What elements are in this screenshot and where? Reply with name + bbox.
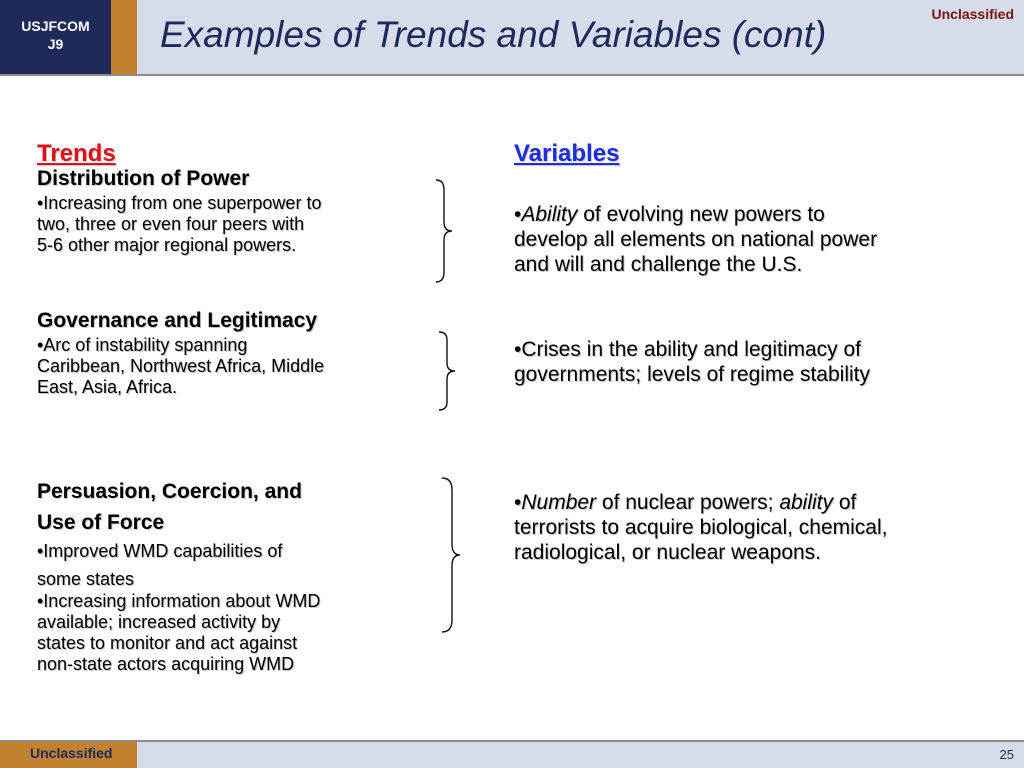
bullet: • [514,203,522,226]
trend-text-line: East, Asia, Africa. [37,377,178,397]
org-division: J9 [47,36,64,52]
header-accent-bar [111,0,137,75]
right-brace-icon [430,178,460,284]
slide-footer [0,742,1024,768]
trend-text-line: Caribbean, Northwest Africa, Middle [37,356,325,376]
slide-header [0,0,1024,75]
org-logo-block [0,0,111,75]
classification-top: Unclassified [931,6,1014,22]
section-title-governance: Governance and Legitimacy [37,309,318,332]
trend-text-line: states to monitor and act against [37,633,298,653]
variables-heading: Variables [514,140,620,167]
variable-text-line: governments; levels of regime stability [514,363,870,386]
trend-text-line: 5-6 other major regional powers. [37,235,297,255]
classification-bottom: Unclassified [30,745,113,761]
emphasis-text: Ability [521,203,578,226]
trend-text-line: some states [37,569,135,589]
emphasis-text: ability [779,491,834,514]
trend-text-line: •Increasing information about WMD [37,591,321,611]
variable-text: of [833,491,857,514]
trend-text-line: •Improved WMD capabilities of [37,541,283,561]
right-brace-icon [433,330,463,412]
variable-text-line: and will and challenge the U.S. [514,253,803,276]
variable-text-line: terrorists to acquire biological, chemical, [514,516,888,539]
trend-text-line: two, three or even four peers with [37,214,305,234]
section-title-persuasion: Persuasion, Coercion, and [37,480,302,503]
variable-text-line: radiological, or nuclear weapons. [514,541,822,564]
variable-text-line: develop all elements on national power [514,228,878,251]
trend-text-line: available; increased activity by [37,612,281,632]
trend-text-line: •Arc of instability spanning [37,335,248,355]
org-name: USJFCOM [21,18,90,34]
trend-text-line: •Increasing from one superpower to [37,193,322,213]
emphasis-text: Number [521,491,597,514]
variable-text-line [514,490,856,515]
variable-text: of evolving new powers to [577,203,825,226]
page-number: 25 [999,747,1014,762]
variable-text-line: •Crises in the ability and legitimacy of [514,338,862,361]
section-title-persuasion-cont: Use of Force [37,511,165,534]
trend-text-line: non-state actors acquiring WMD [37,654,295,674]
section-title-distribution-of-power: Distribution of Power [37,167,250,190]
variable-text-line [514,202,825,227]
variable-text: of nuclear powers; [596,491,780,514]
bullet: • [514,491,522,514]
trends-heading: Trends [37,140,116,167]
slide-title: Examples of Trends and Variables (cont) [160,14,827,55]
right-brace-icon [436,476,466,634]
header-divider [0,74,1024,76]
